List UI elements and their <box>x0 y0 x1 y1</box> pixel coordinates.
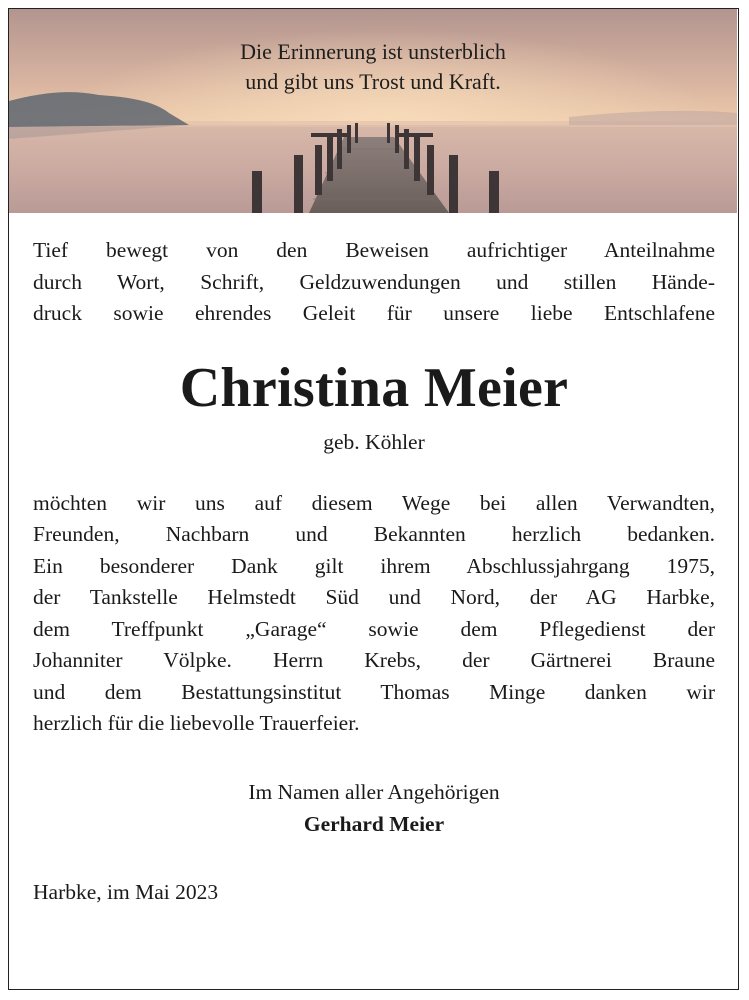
birth-name: geb. Köhler <box>323 429 425 454</box>
obituary-notice <box>8 8 739 990</box>
motto-line-1: Die Erinnerung ist unsterblich <box>240 39 506 64</box>
thanks-line: herzlich für die liebevolle Trauerfeier. <box>33 711 360 735</box>
motto-line-2: und gibt uns Trost und Kraft. <box>245 69 501 94</box>
thanks-line: Johanniter Völpke. Herrn Krebs, der Gärtnerei Braune <box>33 648 715 672</box>
notice-body <box>33 235 715 908</box>
intro-line: durch Wort, Schrift, Geldzuwendungen und stillen Hände- <box>33 269 715 294</box>
motto <box>9 37 737 97</box>
signoff: Im Namen aller Angehörigen <box>248 779 500 804</box>
intro-paragraph <box>33 235 715 330</box>
signer-name: Gerhard Meier <box>303 811 445 836</box>
thanks-line: möchten wir uns auf diesem Wege bei allen Verwandten, <box>33 490 715 515</box>
thanks-paragraph <box>33 488 715 740</box>
thanks-line: Freunden, Nachbarn und Bekannten herzlich bedanken. <box>33 522 715 546</box>
thanks-line: der Tankstelle Helmstedt Süd und Nord, der AG Harbke, <box>33 585 715 609</box>
header-image <box>9 9 737 213</box>
deceased-name: Christina Meier <box>179 356 569 419</box>
place-date: Harbke, im Mai 2023 <box>33 879 219 904</box>
intro-line: druck sowie ehrendes Geleit für unsere liebe Entschlafene <box>33 301 715 325</box>
thanks-line: dem Treffpunkt „Garage“ sowie dem Pflegedienst der <box>33 616 715 641</box>
intro-line: Tief bewegt von den Beweisen aufrichtiger Anteilnahme <box>33 238 715 262</box>
thanks-line: und dem Bestattungsinstitut Thomas Minge danken wir <box>33 679 715 704</box>
thanks-line: Ein besonderer Dank gilt ihrem Abschlussjahrgang 1975, <box>33 553 715 578</box>
